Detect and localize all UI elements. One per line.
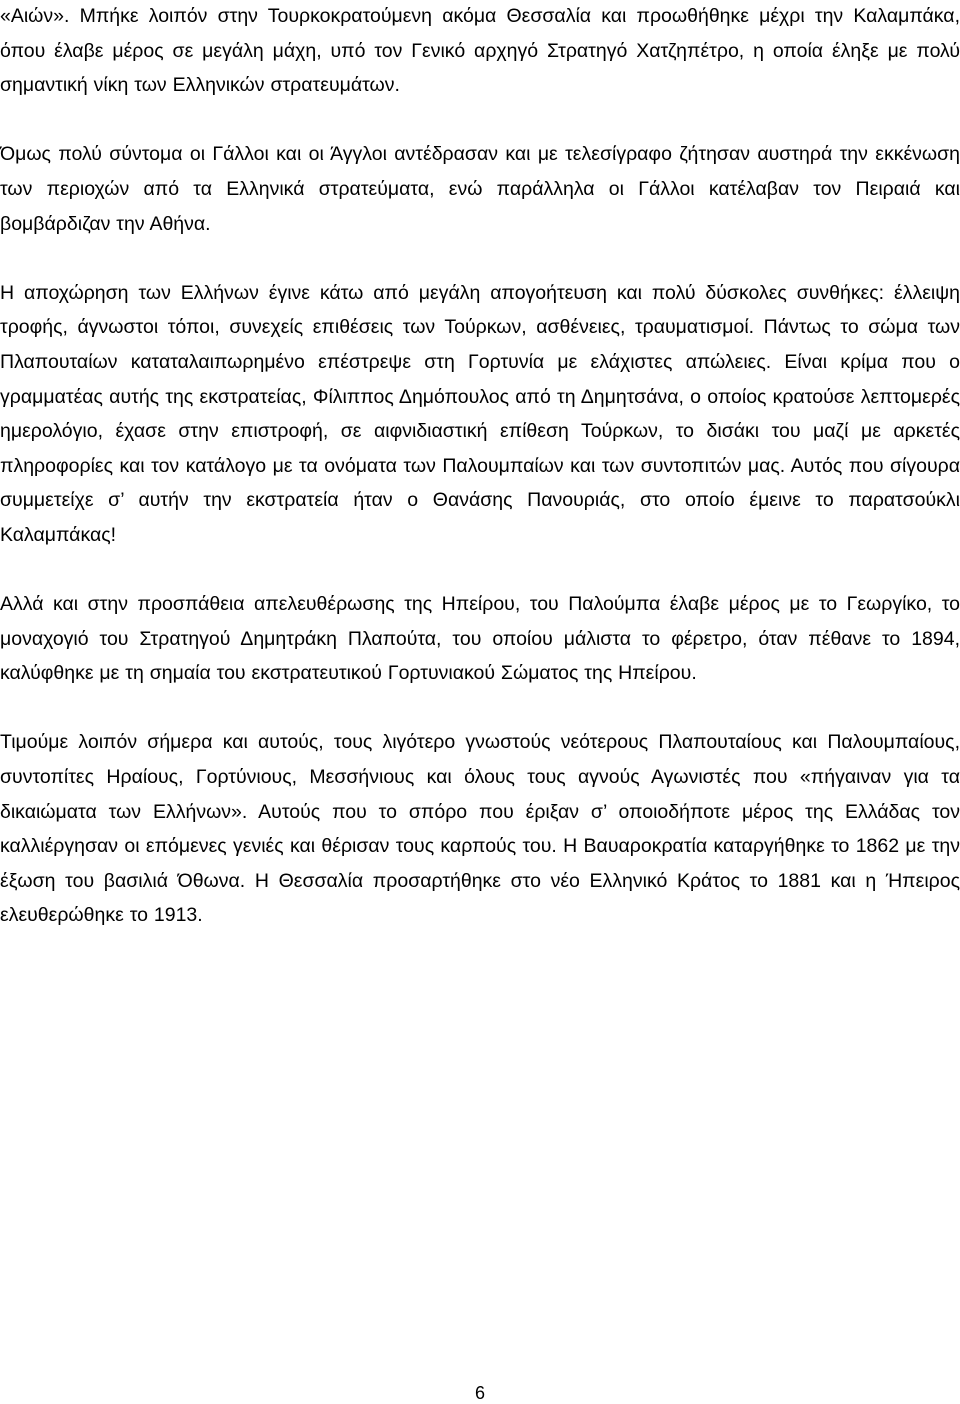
- paragraph: «Αιών». Μπήκε λοιπόν στην Τουρκοκρατούμενη ακόμα Θεσσαλία και προωθήθηκε μέχρι την Καλαμπάκα, όπου έλαβε μέρος σε μεγάλη μάχη, υπό τον Γενικό αρχηγό Στρατηγό Χατζηπέτρο, η οποία έληξε με πολύ σημαντική νίκη των Ελληνικών στρατευμάτων.: [0, 5, 960, 97]
- paragraph: Η αποχώρηση των Ελλήνων έγινε κάτω από μεγάλη απογοήτευση και πολύ δύσκολες συνθήκες: έλλειψη τροφής, άγνωστοι τόποι, συνεχείς επιθέσεις των Τούρκων, ασθένειες, τραυματισμοί. Πάντως το σώμα των Πλαπουταίων καταταλαιπωρημένο επέστρεψε στη Γορτυνία με ελάχιστες απώλειες. Είναι κρίμα που ο γραμματέας αυτής της εκστρατείας, Φίλιππος Δημόπουλος από τη Δημητσάνα, ο οποίος κρατούσε λεπτομερές ημερολόγιο, έχασε στην επιστροφή, σε αιφνιδιαστική επίθεση Τούρκων, το δισάκι του μαζί με αρκετές πληροφορίες και τον κατάλογο με τα ονόματα των Παλουμπαίων και των συντοπιτών μας. Αυτός που σίγουρα συμμετείχε σ’ αυτήν την εκστρατεία ήταν ο Θανάσης Πανουριάς, στο οποίο έμεινε το παρατσούκλι Καλαμπάκας!: [0, 281, 960, 546]
- paragraph: Αλλά και στην προσπάθεια απελευθέρωσης της Ηπείρου, του Παλούμπα έλαβε μέρος με το Γεωργίκο, το μοναχογιό του Στρατηγού Δημητράκη Πλαπούτα, του οποίου μάλιστα το φέρετρο, όταν πέθανε το 1894, καλύφθηκε με τη σημαία του εκστρατευτικού Γορτυνιακού Σώματος της Ηπείρου.: [0, 593, 960, 685]
- paragraph: Τιμούμε λοιπόν σήμερα και αυτούς, τους λιγότερο γνωστούς νεότερους Πλαπουταίους και Παλουμπαίους, συντοπίτες Ηραίους, Γορτύνιους, Μεσσήνιους και όλους τους αγνούς Αγωνιστές που «πήγαιναν για τα δικαιώματα των Ελλήνων». Αυτούς που το σπόρο που έριξαν σ’ οποιοδήποτε μέρος της Ελλάδας τον καλλιέργησαν οι επόμενες γενιές και θέρισαν τους καρπούς του. Η Βαυαροκρατία καταργήθηκε το 1862 με την έξωση του βασιλιά Όθωνα. Η Θεσσαλία προσαρτήθηκε στο νέο Ελληνικό Κράτος το 1881 και η Ήπειρος ελευθερώθηκε το 1913.: [0, 731, 960, 927]
- page-number: 6: [474, 1383, 485, 1403]
- paragraph: Όμως πολύ σύντομα οι Γάλλοι και οι Άγγλοι αντέδρασαν και με τελεσίγραφο ζήτησαν αυστηρά την εκκένωση των περιοχών από τα Ελληνικά στρατεύματα, ενώ παράλληλα οι Γάλλοι κατέλαβαν τον Πειραιά και βομβάρδιζαν την Αθήνα.: [0, 143, 960, 235]
